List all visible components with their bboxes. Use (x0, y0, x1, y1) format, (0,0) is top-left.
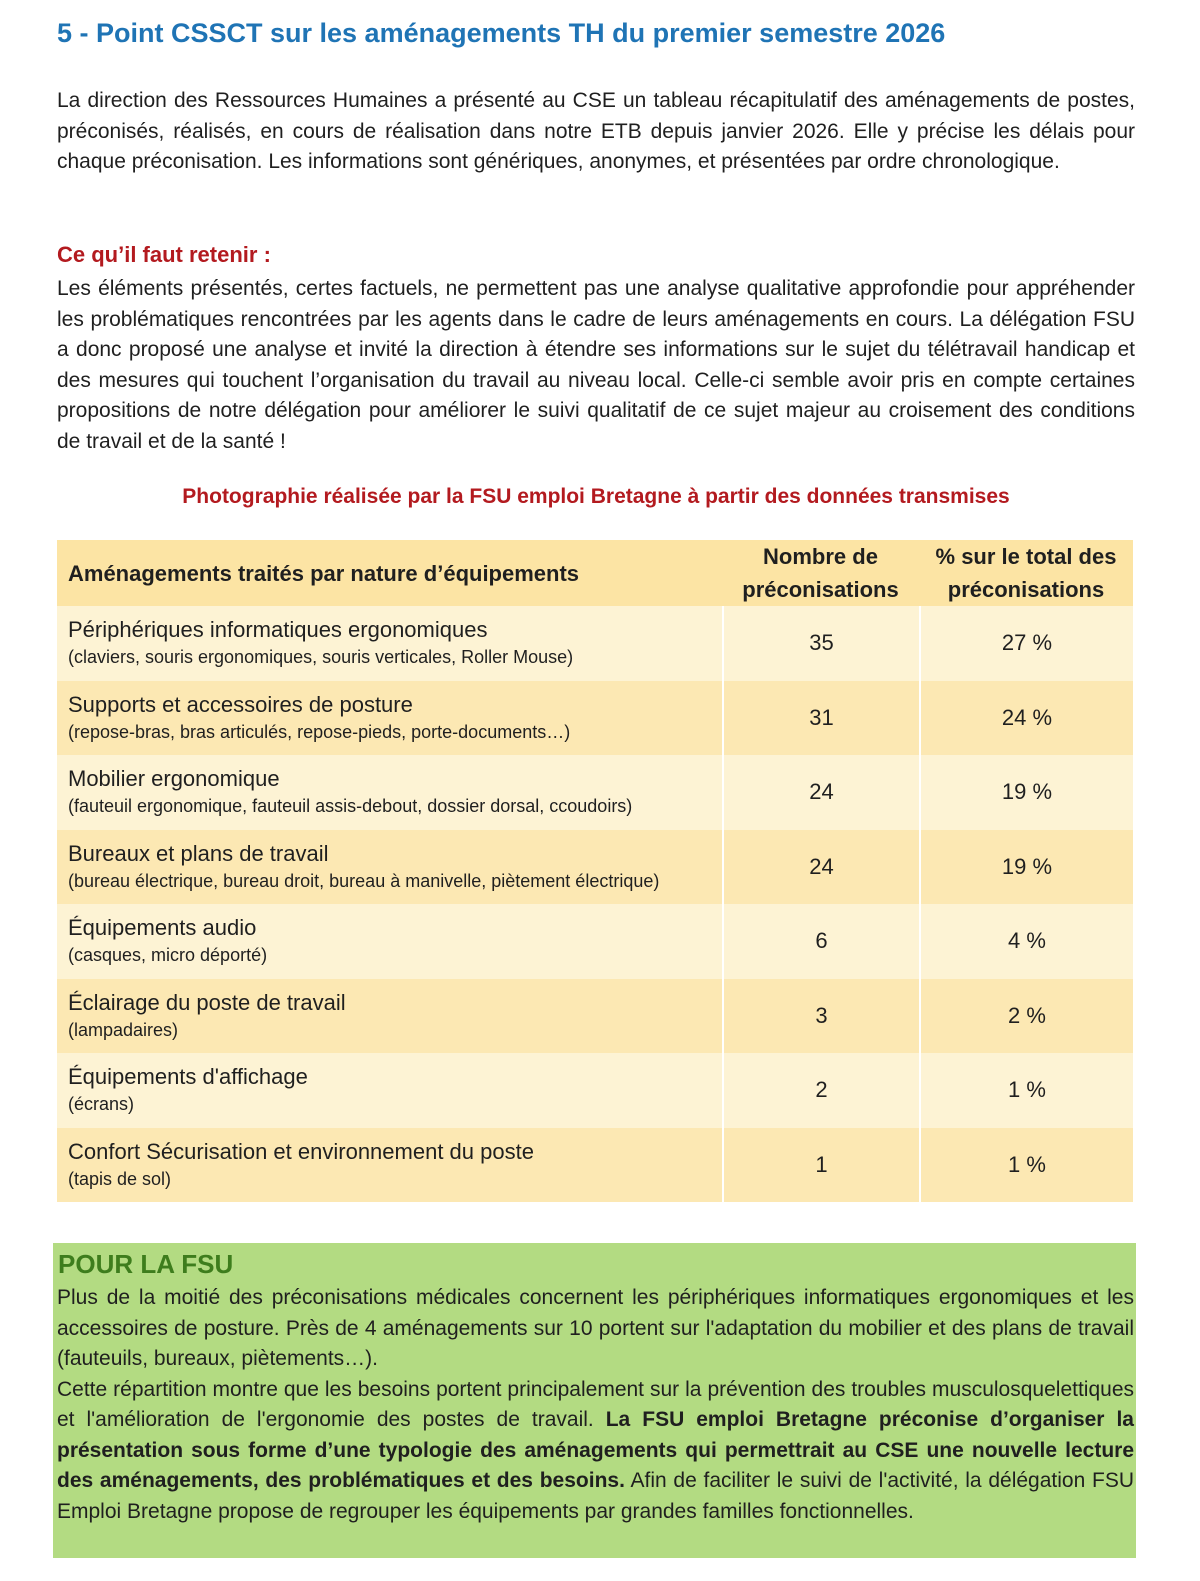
row-category (57, 830, 722, 905)
row-percent: 2 % (919, 979, 1133, 1054)
row-count: 1 (722, 1128, 919, 1203)
category-name: Bureaux et plans de travail (68, 840, 329, 866)
category-name: Équipements d'affichage (68, 1064, 308, 1090)
retenir-paragraph: Les éléments présentés, certes factuels, ne permettent pas une analyse qualitative approfondie pour appréhender les problématiques rencontrées par les agents dans le cadre de leurs aménagements en cours. La délégation FSU a donc proposé une analyse et invité la direction à étendre ses informations sur le sujet du télétravail handicap et des mesures qui touchent l’organisation du travail au niveau local. Celle-ci semble avoir pris en compte certaines propositions de notre délégation pour améliorer le suivi qualitatif de ce sujet majeur au croisement des conditions de travail et de la santé ! (57, 277, 1135, 453)
row-category (57, 681, 722, 756)
category-detail: (repose-bras, bras articulés, repose-pieds, porte-documents…) (68, 721, 571, 742)
row-percent: 19 % (919, 830, 1133, 905)
category-name: Éclairage du poste de travail (68, 989, 346, 1015)
table-row (57, 1053, 1133, 1128)
table-row (57, 1128, 1133, 1203)
row-category (57, 606, 722, 681)
header-percent (919, 540, 1133, 606)
category-detail: (lampadaires) (68, 1019, 179, 1040)
fsu-title: POUR LA FSU (58, 1249, 234, 1279)
fsu-paragraph-2-end: Afin de faciliter le suivi de l'activité, la délégation FSU Emploi Bretagne propose de regrouper les équipements par grandes familles fonctionnelles. (57, 1469, 1134, 1523)
table-header-row (57, 540, 1133, 606)
fsu-paragraph-2-start: Cette répartition montre que les besoins portent principalement sur la prévention des troubles musculosquelettiques et l'amélioration de l'ergonomie des postes de travail. (57, 1377, 1134, 1431)
header-percent-line2: préconisations (947, 577, 1105, 602)
row-category (57, 1053, 722, 1128)
row-percent: 4 % (919, 904, 1133, 979)
row-category (57, 755, 722, 830)
table-row (57, 606, 1133, 681)
row-count: 31 (722, 681, 919, 756)
category-name: Confort Sécurisation et environnement du poste (68, 1138, 534, 1164)
category-name: Équipements audio (68, 915, 257, 941)
category-detail: (claviers, souris ergonomiques, souris verticales, Roller Mouse) (68, 647, 574, 668)
category-detail: (tapis de sol) (68, 1168, 172, 1189)
table-caption: Photographie réalisée par la FSU emploi Bretagne à partir des données transmises (182, 485, 1010, 508)
header-count-line1: Nombre de (763, 544, 878, 569)
table-row (57, 830, 1133, 905)
row-count: 24 (722, 830, 919, 905)
row-category (57, 979, 722, 1054)
fsu-box (53, 1243, 1136, 1558)
row-percent: 27 % (919, 606, 1133, 681)
row-count: 3 (722, 979, 919, 1054)
retenir-heading: Ce qu’il faut retenir : (57, 242, 271, 267)
row-percent: 19 % (919, 755, 1133, 830)
intro-paragraph: La direction des Ressources Humaines a présenté au CSE un tableau récapitulatif des aménagements de postes, préconisés, réalisés, en cours de réalisation dans notre ETB depuis janvier 2026. Elle y précise les délais pour chaque préconisation. Les informations sont génériques, anonymes, et présentées par ordre chronologique. (57, 89, 1135, 173)
section-title: 5 - Point CSSCT sur les aménagements TH du premier semestre 2026 (57, 18, 946, 48)
row-count: 35 (722, 606, 919, 681)
equipment-table (57, 540, 1133, 1202)
category-name: Mobilier ergonomique (68, 766, 280, 792)
fsu-paragraph-1: Plus de la moitié des préconisations médicales concernent les périphériques informatiques ergonomiques et les accessoires de posture. Près de 4 aménagements sur 10 portent sur l'adaptation du mobilier et des plans de travail (fauteuils, bureaux, piètements…). (57, 1286, 1134, 1370)
table-row (57, 755, 1133, 830)
row-count: 2 (722, 1053, 919, 1128)
header-count (722, 540, 919, 606)
fsu-paragraph-2-bold: La FSU emploi Bretagne préconise d’organiser la présentation sous forme d’une typologie des aménagements qui permettrait au CSE une nouvelle lecture des aménagements, des problématiques et des besoins. (57, 1408, 1134, 1492)
category-name: Supports et accessoires de posture (68, 691, 413, 717)
row-count: 24 (722, 755, 919, 830)
table-row (57, 979, 1133, 1054)
header-count-line2: préconisations (742, 577, 899, 602)
category-detail: (bureau électrique, bureau droit, bureau à manivelle, piètement électrique) (68, 870, 660, 891)
header-percent-line1: % sur le total des (935, 544, 1117, 569)
category-detail: (casques, micro déporté) (68, 945, 268, 966)
category-detail: (fauteuil ergonomique, fauteuil assis-debout, dossier dorsal, ccoudoirs) (68, 796, 633, 817)
row-category (57, 1128, 722, 1203)
category-name: Périphériques informatiques ergonomiques (68, 617, 488, 643)
row-count: 6 (722, 904, 919, 979)
table-row (57, 904, 1133, 979)
table-row (57, 681, 1133, 756)
row-percent: 1 % (919, 1053, 1133, 1128)
header-category: Aménagements traités par nature d’équipements (57, 540, 722, 606)
row-category (57, 904, 722, 979)
category-detail: (écrans) (68, 1094, 135, 1115)
row-percent: 1 % (919, 1128, 1133, 1203)
row-percent: 24 % (919, 681, 1133, 756)
fsu-text (57, 1283, 1134, 1527)
